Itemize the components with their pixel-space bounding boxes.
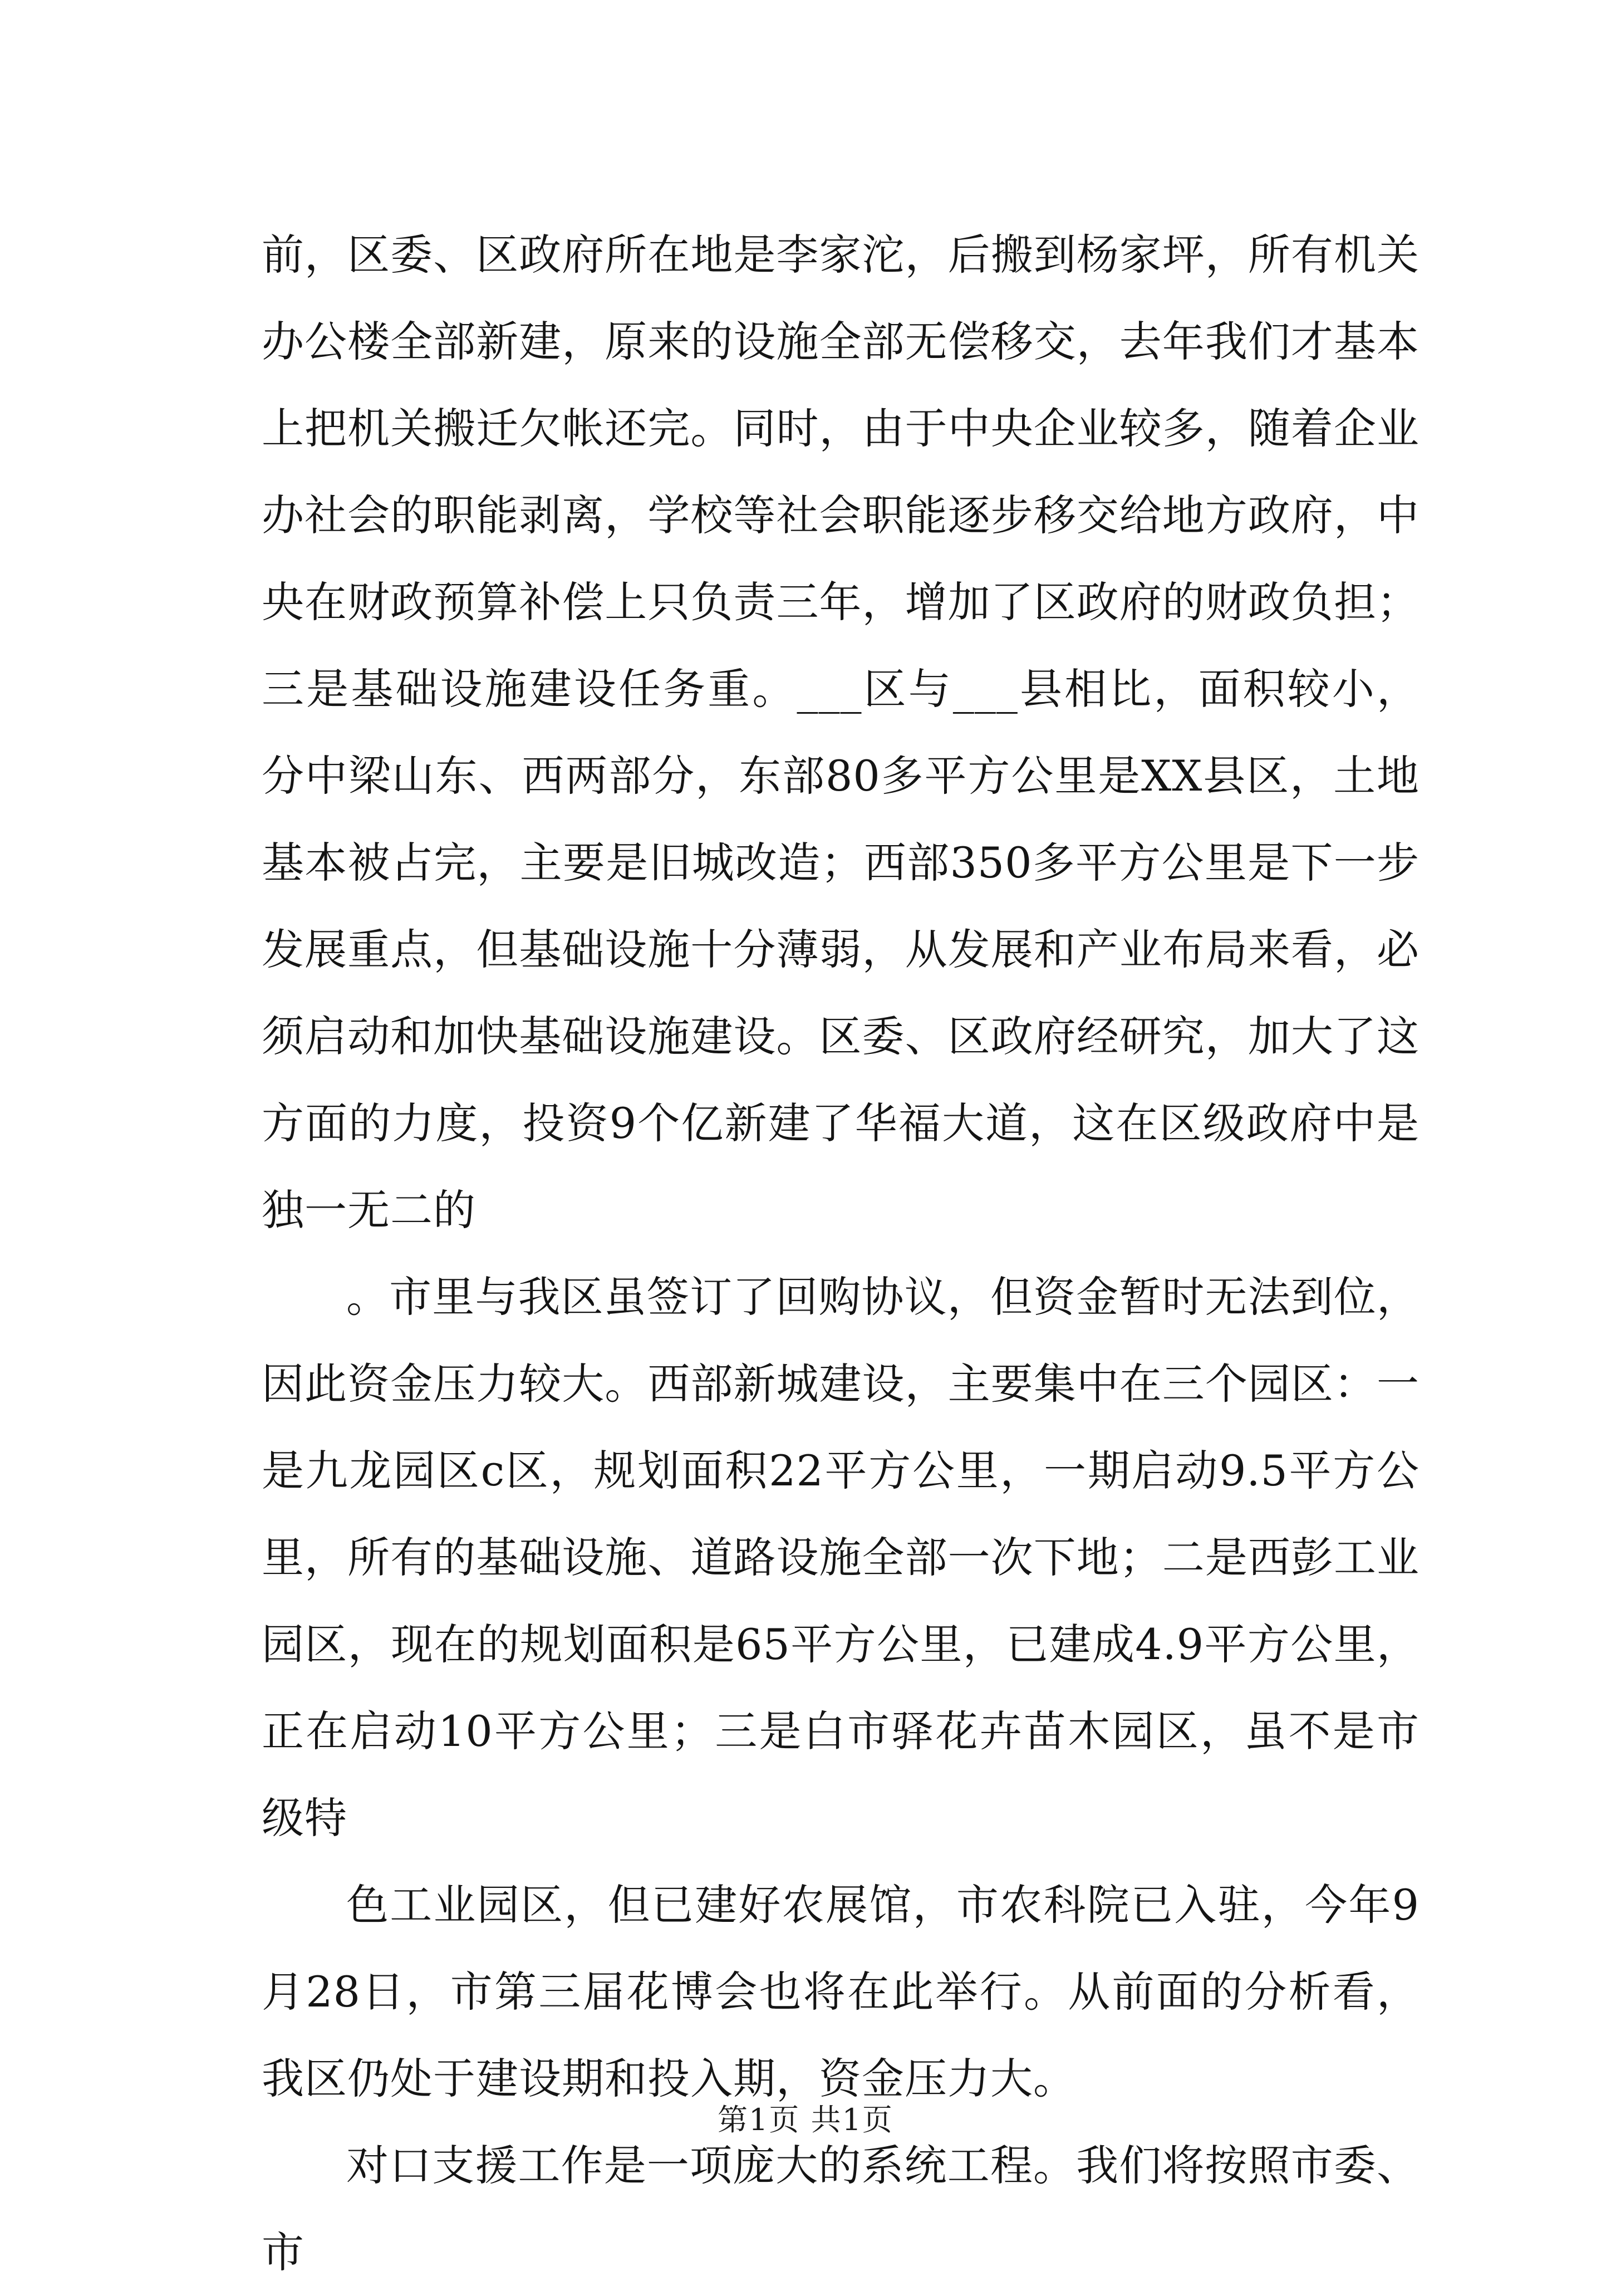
- paragraph-2: 。市里与我区虽签订了回购协议，但资金暂时无法到位，因此资金压力较大。西部新城建设，主要集中在三个园区：一是九龙园区c区，规划面积22平方公里，一期启动9.5平方公里，所有的基础设施、道路设施全部一次下地；二是西彭工业园区，现在的规划面积是65平方公里，已建成4.9平方公里，正在启动10平方公里；三是白市驿花卉苗木园区，虽不是市级特: [262, 1272, 1420, 1843]
- paragraph-4: 对口支援工作是一项庞大的系统工程。我们将按照市委、市: [262, 2141, 1420, 2277]
- document-body: [262, 212, 1420, 2296]
- paragraph-1: 前，区委、区政府所在地是李家沱，后搬到杨家坪，所有机关办公楼全部新建，原来的设施全部无偿移交，去年我们才基本上把机关搬迁欠帐还完。同时，由于中央企业较多，随着企业办社会的职能剥离，学校等社会职能逐步移交给地方政府，中央在财政预算补偿上只负责三年，增加了区政府的财政负担；三是基础设施建设任务重。___区与___县相比，面积较小，分中梁山东、西两部分，东部80多平方公里是XX县区，土地基本被占完，主要是旧城改造；西部350多平方公里是下一步发展重点，但基础设施十分薄弱，从发展和产业布局来看，必须启动和加快基础设施建设。区委、区政府经研究，加大了这方面的力度，投资9个亿新建了华福大道，这在区级政府中是独一无二的: [262, 230, 1420, 1235]
- page-footer: 第1页 共1页: [718, 2102, 893, 2137]
- paragraph-3: 色工业园区，但已建好农展馆，市农科院已入驻，今年9月28日，市第三届花博会也将在此举行。从前面的分析看，我区仍处于建设期和投入期，资金压力大。: [262, 1880, 1420, 2103]
